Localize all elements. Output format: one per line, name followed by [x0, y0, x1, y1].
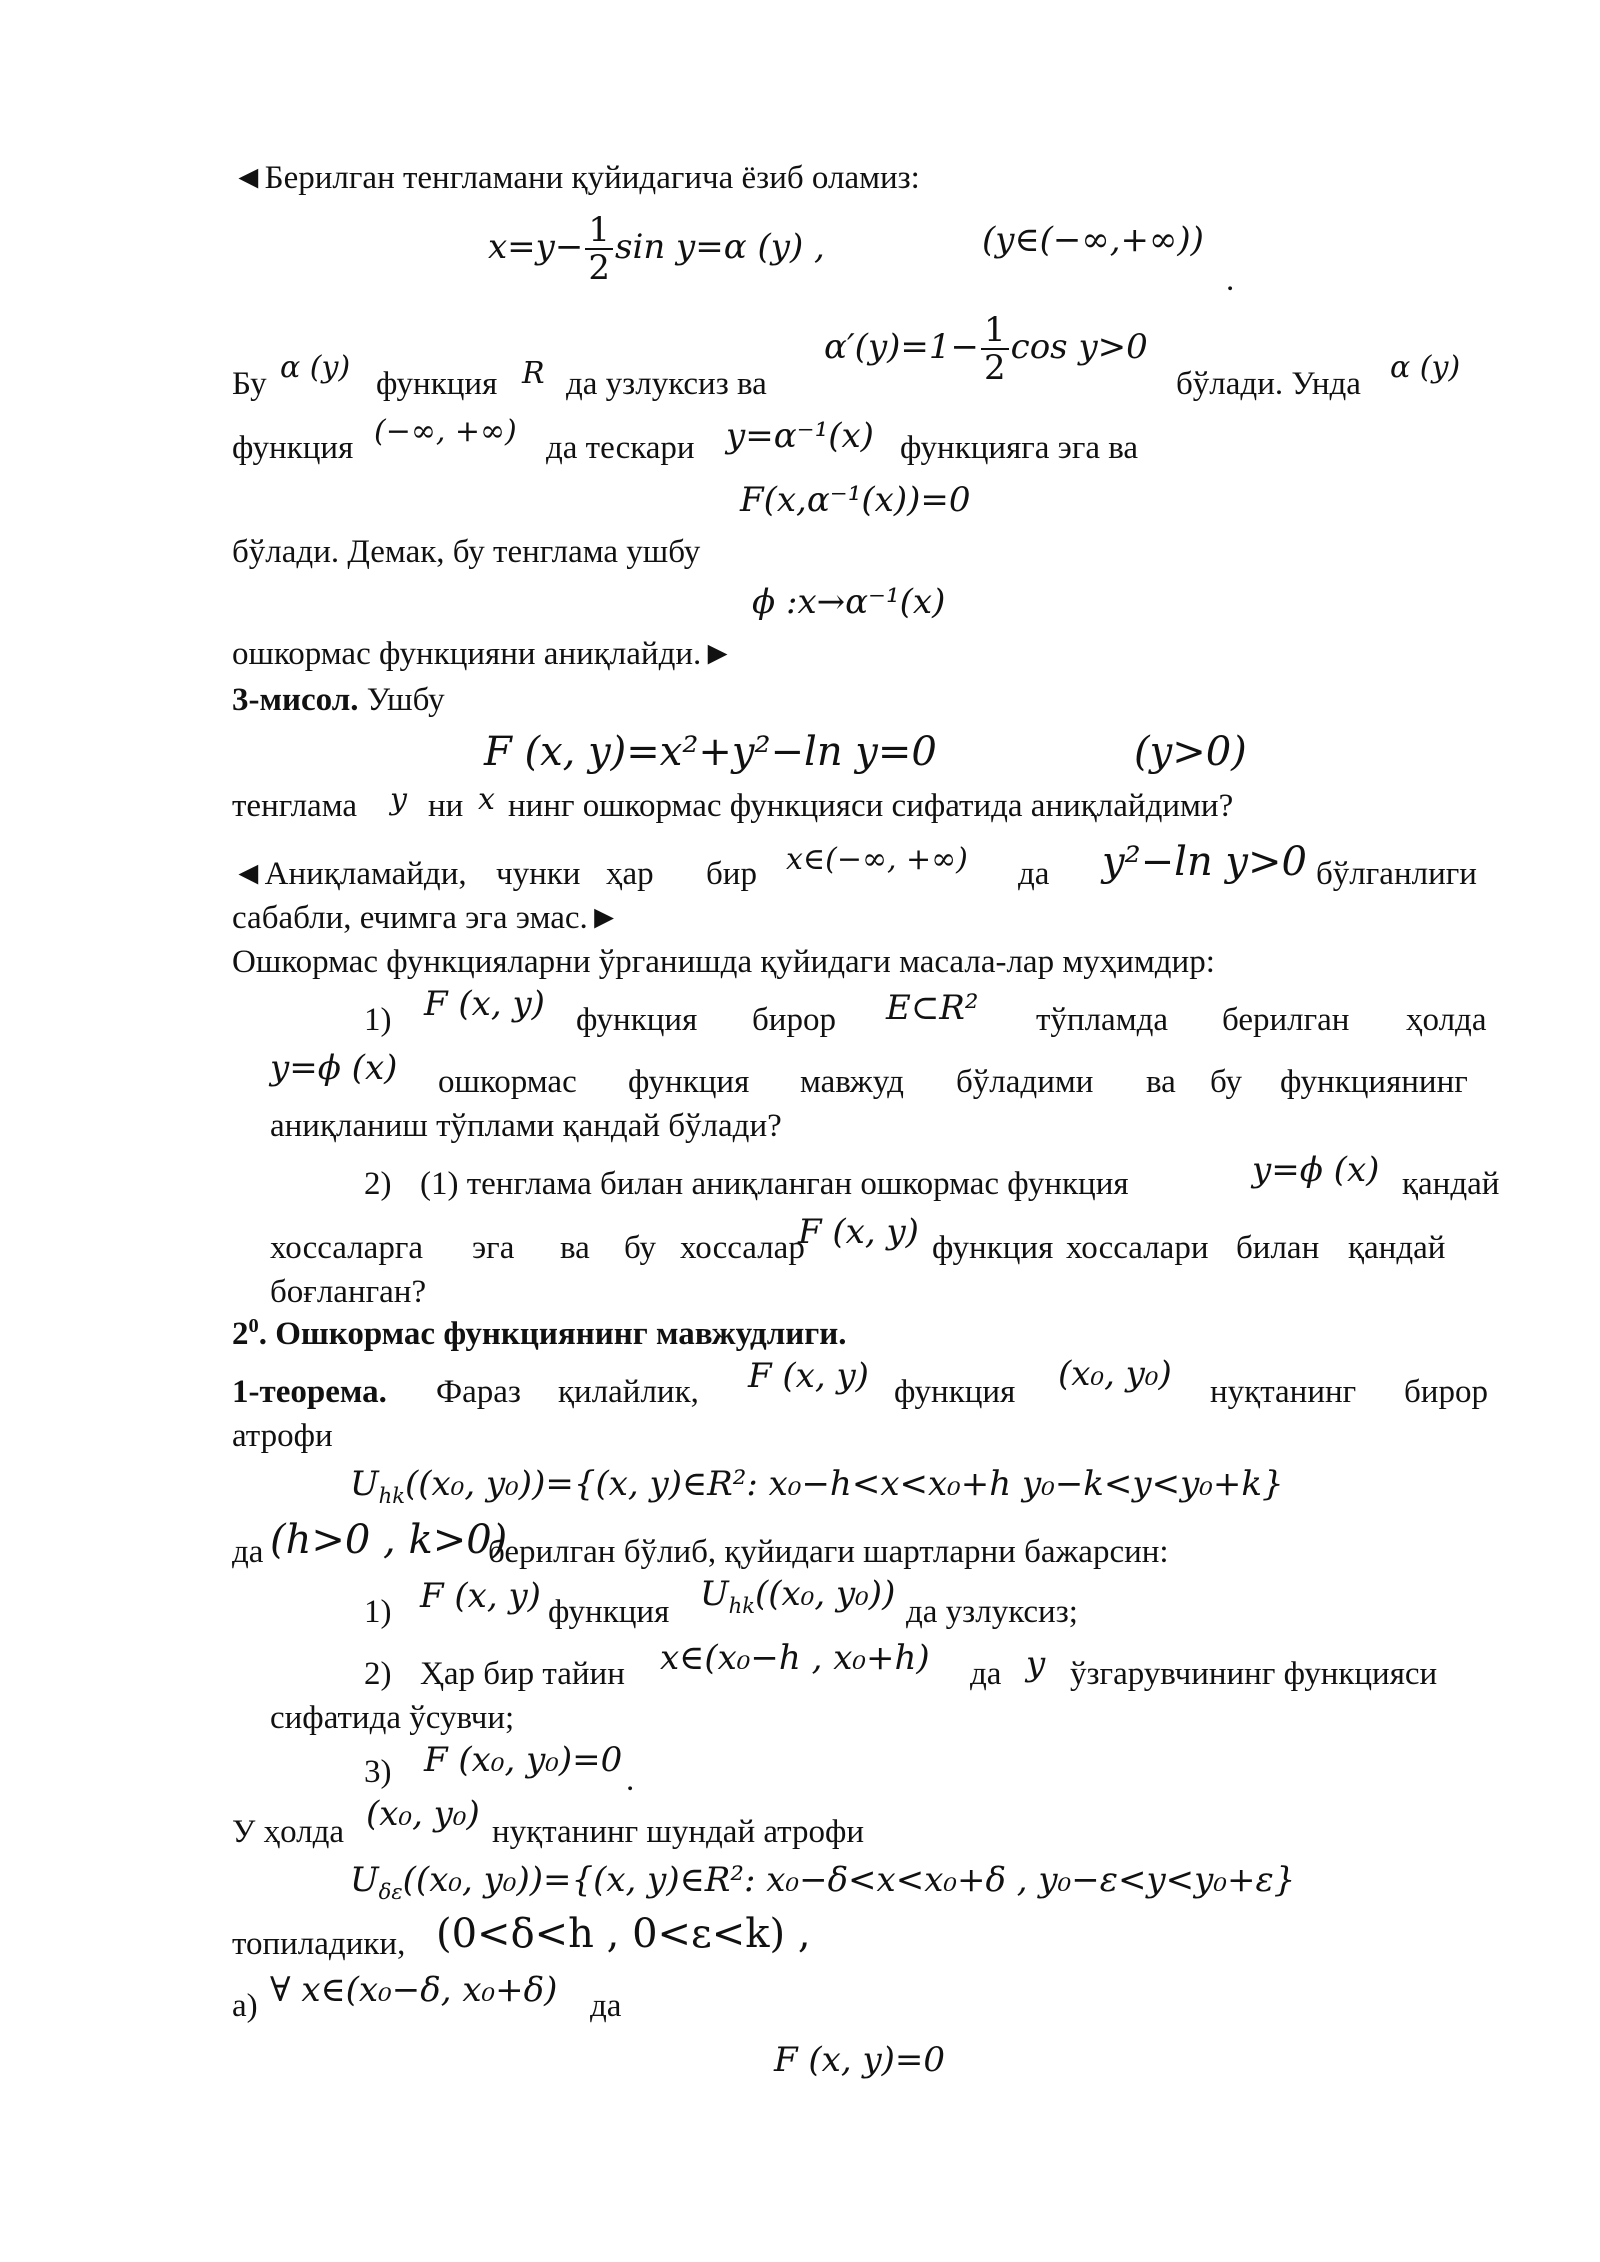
math-set-inclusion: E⊂R²: [886, 988, 979, 1028]
text-fragment: да: [970, 1656, 1002, 1692]
math-alpha-y: α (y): [1390, 350, 1461, 385]
text-fragment: да узлуксиз;: [906, 1594, 1078, 1630]
text-fragment: қилайлик,: [558, 1374, 699, 1410]
text-fragment: тўпламда: [1036, 1002, 1169, 1038]
text-line: атрофи: [232, 1418, 333, 1454]
text-fragment: да: [590, 1988, 622, 2024]
list-number: 2): [364, 1656, 392, 1692]
text-fragment: функция: [932, 1230, 1054, 1266]
text-fragment: функция: [576, 1002, 698, 1038]
math-subscript: hk: [728, 1592, 756, 1618]
equation-part: α′(y)=1−: [824, 327, 980, 367]
equation-part: ((x₀, y₀))={(x, y)∈R²: x₀−δ<x<x₀+δ , y₀−ε<y<y₀+ε}: [402, 1860, 1296, 1900]
math-alpha-y: α (y): [280, 350, 351, 385]
text-fragment: берилган бўлиб, қуйидаги шартларни бажарсин:: [488, 1534, 1169, 1570]
math-y: y: [1026, 1644, 1046, 1684]
text-fragment: Фараз: [436, 1374, 521, 1410]
section-number: 2: [232, 1316, 249, 1352]
math-x-interval: x∈(−∞, +∞): [786, 842, 968, 877]
math-F-at-point: F (x₀, y₀)=0: [424, 1740, 623, 1780]
text-line: Ошкормас функцияларни ўрганишда қуйидаги масала-лар муҳимдир:: [232, 944, 1215, 980]
math-subscript: hk: [378, 1482, 406, 1508]
text-fragment: ва: [560, 1230, 590, 1266]
equation-part: cos y>0: [1010, 327, 1148, 367]
equation-final: F (x, y)=0: [774, 2040, 946, 2080]
equation-part: ((x₀, y₀))={(x, y)∈R²: x₀−h<x<x₀+h y₀−k<y<y₀+k}: [405, 1464, 1284, 1504]
equation-part: x=y−: [488, 227, 584, 267]
math-y: y: [390, 782, 407, 817]
text-fragment: да: [1018, 856, 1050, 892]
text-fragment: бўлганлиги: [1316, 856, 1477, 892]
equation-neighborhood-delta-epsilon: [350, 1860, 1296, 1904]
text-fragment: функция: [628, 1064, 750, 1100]
list-number: 2): [364, 1166, 392, 1202]
fraction-numerator: 1: [981, 312, 1009, 350]
text-line: аниқланиш тўплами қандай бўлади?: [270, 1108, 782, 1144]
text-fragment: қандай: [1402, 1166, 1500, 1202]
equation-phi-map: ϕ :x→α⁻¹(x): [752, 582, 946, 622]
equation-condition: (y>0): [1134, 729, 1247, 775]
text-fragment: эга: [472, 1230, 515, 1266]
list-label: a): [232, 1988, 258, 2024]
text-fragment: бўладими: [956, 1064, 1094, 1100]
example-heading: [232, 680, 445, 720]
text-fragment: ўзгарувчининг функцияси: [1070, 1656, 1438, 1692]
math-R: R: [522, 356, 545, 391]
text-fragment: ошкормас: [438, 1064, 577, 1100]
math-inequality: y²−ln y>0: [1102, 839, 1307, 885]
theorem-title: 1-теорема.: [232, 1374, 387, 1410]
equation-F-inverse: F(x,α⁻¹(x))=0: [740, 480, 971, 520]
math-point: (x₀, y₀): [366, 1794, 480, 1834]
text-line: бўлади. Демак, бу тенглама ушбу: [232, 534, 701, 570]
math-U: U: [350, 1464, 379, 1504]
text-fragment: ◄Аниқламайди,: [232, 856, 467, 892]
text-fragment: Ҳар бир тайин: [420, 1656, 625, 1692]
math-F-xy: F (x, y): [748, 1356, 869, 1396]
text-fragment: қандай: [1348, 1230, 1446, 1266]
text-fragment: топиладики,: [232, 1926, 406, 1962]
text-fragment: чунки: [496, 856, 581, 892]
math-F-xy: F (x, y): [424, 984, 545, 1024]
math-interval: (−∞, +∞): [374, 414, 517, 449]
text-fragment: хоссалари: [1066, 1230, 1209, 1266]
text-fragment: нинг ошкормас функцияси сифатида аниқлайдими?: [508, 788, 1234, 824]
math-x: x: [478, 782, 495, 817]
text-fragment: У ҳолда: [232, 1814, 345, 1850]
equation-example3: F (x, y)=x²+y²−ln y=0: [484, 729, 937, 775]
math-delta-epsilon-condition: (0<δ<h , 0<ε<k) ,: [436, 1911, 811, 1957]
text-fragment: мавжуд: [800, 1064, 904, 1100]
math-U: U: [350, 1860, 379, 1900]
text-fragment: нуқтанинг: [1210, 1374, 1357, 1410]
text-fragment: .: [626, 1762, 635, 1798]
math-U: U: [700, 1574, 729, 1614]
math-forall: ∀ x∈(x₀−δ, x₀+δ): [270, 1970, 558, 2010]
fraction-numerator: 1: [585, 212, 613, 250]
text-fragment: хоссалар: [680, 1230, 805, 1266]
text-fragment: бу: [624, 1230, 657, 1266]
math-y-phi-x: y=ϕ (x): [1252, 1150, 1380, 1190]
text-fragment: (1) тенглама билан аниқланган ошкормас функция: [420, 1166, 1129, 1202]
text-fragment: функция: [894, 1374, 1016, 1410]
list-number: 1): [364, 1002, 392, 1038]
text-fragment: берилган: [1222, 1002, 1350, 1038]
fraction-denominator: 2: [588, 248, 610, 288]
text-fragment: да тескари: [546, 430, 695, 466]
section-heading: [232, 1314, 846, 1354]
text-line: сабабли, ечимга эга эмас.►: [232, 900, 621, 936]
fraction-one-half: [981, 312, 1009, 386]
section-title: . Ошкормас функциянинг мавжудлиги.: [258, 1316, 847, 1352]
section-superscript: 0: [248, 1315, 259, 1337]
math-neighborhood: [700, 1574, 896, 1618]
text-fragment: бу: [1210, 1064, 1243, 1100]
math-F-xy: F (x, y): [798, 1212, 919, 1252]
text-fragment: Ушбу: [358, 682, 445, 718]
math-x-interval: x∈(x₀−h , x₀+h): [660, 1638, 930, 1678]
equation-part: ((x₀, y₀)): [755, 1574, 896, 1614]
text-fragment: ҳолда: [1406, 1002, 1487, 1038]
text-fragment: функциянинг: [1280, 1064, 1468, 1100]
math-inverse-function: y=α⁻¹(x): [726, 416, 874, 456]
equation-period: .: [1226, 262, 1235, 298]
text-fragment: хоссаларга: [270, 1230, 423, 1266]
fraction-denominator: 2: [984, 348, 1006, 388]
math-subscript: δε: [378, 1878, 403, 1904]
fraction-one-half: [585, 212, 613, 286]
text-fragment: да узлуксиз ва: [566, 366, 767, 402]
text-line: сифатида ўсувчи;: [270, 1700, 515, 1736]
text-fragment: бўлади. Унда: [1176, 366, 1361, 402]
text-fragment: функцияга эга ва: [900, 430, 1139, 466]
math-point: (x₀, y₀): [1058, 1354, 1172, 1394]
text-fragment: билан: [1236, 1230, 1320, 1266]
equation-part: sin y=α (y) ,: [615, 227, 825, 267]
list-number: 1): [364, 1594, 392, 1630]
text-line: боғланган?: [270, 1274, 427, 1310]
text-fragment: ҳар: [606, 856, 654, 892]
text-fragment: тенглама: [232, 788, 358, 824]
equation-derivative: [824, 312, 1148, 386]
text-fragment: ни: [428, 788, 464, 824]
text-fragment: бир: [706, 856, 757, 892]
text-fragment: функция: [232, 430, 354, 466]
math-hk-condition: (h>0 , k>0): [270, 1517, 508, 1563]
text-fragment: бирор: [1404, 1374, 1488, 1410]
text-line: ошкормас функцияни аниқлайди.►: [232, 636, 734, 672]
math-F-xy: F (x, y): [420, 1576, 541, 1616]
text-fragment: ва: [1146, 1064, 1176, 1100]
text-fragment: нуқтанинг шундай атрофи: [492, 1814, 865, 1850]
intro-line: ◄Берилган тенгламани қуйидагича ёзиб оламиз:: [232, 160, 920, 196]
math-y-phi-x: y=ϕ (x): [270, 1048, 398, 1088]
text-fragment: да: [232, 1534, 264, 1570]
text-fragment: бирор: [752, 1002, 836, 1038]
equation-inverse-form: [488, 212, 825, 286]
example-title: 3-мисол.: [232, 682, 359, 718]
equation-neighborhood-hk: [350, 1464, 1284, 1508]
equation-domain: (y∈(−∞,+∞)): [982, 220, 1204, 260]
list-number: 3): [364, 1754, 392, 1790]
text-fragment: Бу: [232, 366, 267, 402]
text-fragment: функция: [376, 366, 498, 402]
text-fragment: функция: [548, 1594, 670, 1630]
